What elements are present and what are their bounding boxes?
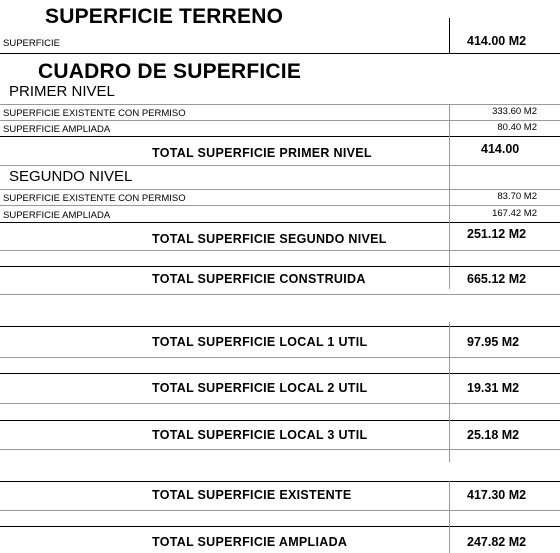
terreno-title: SUPERFICIE TERRENO	[45, 5, 284, 28]
divider	[0, 357, 560, 358]
terreno-label: SUPERFICIE	[3, 38, 61, 49]
column-divider	[449, 189, 450, 289]
divider	[0, 136, 560, 137]
local3-total-label: TOTAL SUPERFICIE LOCAL 3 UTIL	[152, 428, 368, 442]
terreno-value: 414.00 M2	[467, 34, 527, 48]
segundo-total-value: 251.12 M2	[467, 227, 527, 241]
divider	[0, 165, 560, 166]
column-divider	[449, 373, 450, 421]
primer-nivel-heading: PRIMER NIVEL	[9, 83, 115, 100]
segundo-row-existente-label: SUPERFICIE EXISTENTE CON PERMISO	[3, 193, 186, 204]
segundo-nivel-heading: SEGUNDO NIVEL	[9, 168, 133, 185]
divider	[0, 420, 560, 421]
column-divider	[449, 322, 450, 374]
primer-total-value: 414.00	[481, 142, 520, 156]
column-divider	[449, 420, 450, 462]
divider	[0, 373, 560, 374]
divider	[0, 53, 560, 54]
construida-total-label: TOTAL SUPERFICIE CONSTRUIDA	[152, 272, 366, 286]
divider	[0, 449, 560, 450]
primer-row-existente-value: 333.60 M2	[492, 106, 537, 117]
local2-total-label: TOTAL SUPERFICIE LOCAL 2 UTIL	[152, 381, 368, 395]
primer-total-label: TOTAL SUPERFICIE PRIMER NIVEL	[152, 146, 372, 160]
segundo-row-ampliada-value: 167.42 M2	[492, 208, 537, 219]
divider	[0, 510, 560, 511]
primer-row-ampliada-value: 80.40 M2	[497, 122, 537, 133]
divider	[0, 189, 560, 190]
local2-total-value: 19.31 M2	[467, 381, 520, 395]
construida-total-value: 665.12 M2	[467, 272, 527, 286]
divider	[0, 104, 560, 105]
divider	[0, 403, 560, 404]
primer-row-ampliada-label: SUPERFICIE AMPLIADA	[3, 124, 111, 135]
column-divider	[449, 104, 450, 192]
divider	[0, 266, 560, 267]
ampliada-total-label: TOTAL SUPERFICIE AMPLIADA	[152, 535, 348, 549]
ampliada-total-value: 247.82 M2	[467, 535, 527, 549]
divider	[0, 205, 560, 206]
column-divider	[449, 18, 450, 54]
column-divider	[449, 526, 450, 553]
divider	[0, 120, 560, 121]
segundo-row-existente-value: 83.70 M2	[497, 191, 537, 202]
divider	[0, 222, 560, 223]
cuadro-title: CUADRO DE SUPERFICIE	[38, 60, 302, 83]
local3-total-value: 25.18 M2	[467, 428, 520, 442]
existente-total-label: TOTAL SUPERFICIE EXISTENTE	[152, 488, 352, 502]
column-divider	[449, 481, 450, 527]
segundo-row-ampliada-label: SUPERFICIE AMPLIADA	[3, 210, 111, 221]
divider	[0, 481, 560, 482]
divider	[0, 526, 560, 527]
primer-row-existente-label: SUPERFICIE EXISTENTE CON PERMISO	[3, 108, 186, 119]
divider	[0, 294, 560, 295]
divider	[0, 250, 560, 251]
local1-total-label: TOTAL SUPERFICIE LOCAL 1 UTIL	[152, 335, 368, 349]
segundo-total-label: TOTAL SUPERFICIE SEGUNDO NIVEL	[152, 232, 387, 246]
divider	[0, 326, 560, 327]
local1-total-value: 97.95 M2	[467, 335, 520, 349]
existente-total-value: 417.30 M2	[467, 488, 527, 502]
